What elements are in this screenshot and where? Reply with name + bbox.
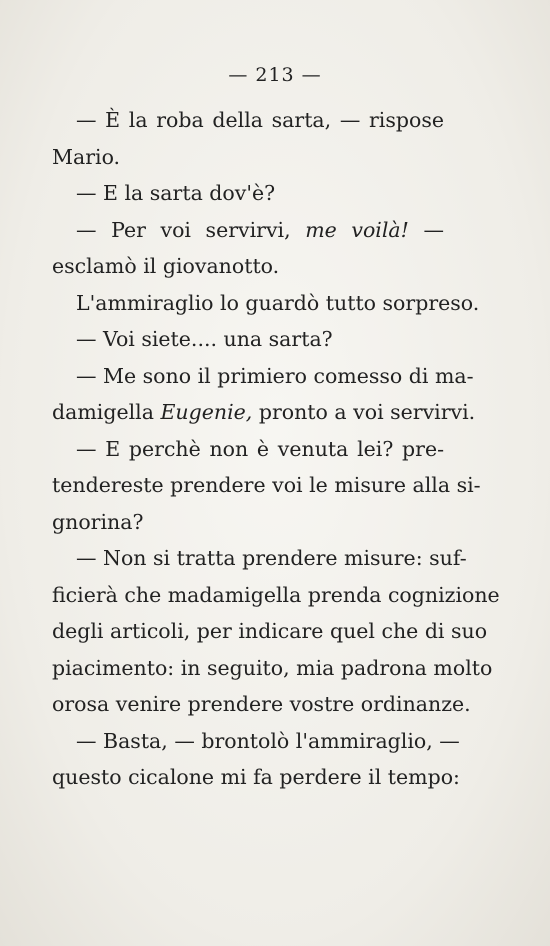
- text-line: ficierà che madamigella prenda cognizione: [52, 582, 500, 607]
- text-line: — Basta, — brontolò l'ammiraglio, —: [76, 728, 460, 753]
- text-line: tendereste prendere voi le misure alla si-: [52, 473, 481, 497]
- page-number: — 213 —: [228, 64, 322, 86]
- text-line: — Voi siete.... una sarta?: [76, 327, 333, 351]
- text-line: — Non si tratta prendere misure: suf-: [76, 546, 467, 570]
- text-line: L'ammiraglio lo guardò tutto sorpreso.: [76, 290, 480, 315]
- text-line: — E la sarta dov'è?: [76, 181, 276, 205]
- text-line: — E perchè non è venuta lei? pre-: [76, 436, 444, 461]
- text-line: piacimento: in seguito, mia padrona molto: [52, 655, 493, 680]
- italic-name: Eugenie,: [160, 400, 253, 424]
- text-line: degli articoli, per indicare quel che di suo: [52, 619, 488, 643]
- text-line: [52, 212, 444, 249]
- text-line: esclamò il giovanotto.: [52, 254, 280, 278]
- text-segment: — Per voi servirvi,: [76, 217, 291, 242]
- text-line: — È la roba della sarta, — rispose: [76, 108, 444, 132]
- text-segment: damigella: [52, 400, 154, 424]
- text-segment: —: [423, 217, 444, 242]
- text-line: gnorina?: [52, 509, 144, 534]
- text-line: Mario.: [52, 144, 121, 169]
- text-segment: pronto a voi servirvi.: [258, 400, 476, 424]
- text-line: [52, 394, 476, 431]
- italic-phrase: me voilà!: [305, 217, 409, 242]
- text-line: orosa venire prendere vostre ordinanze.: [52, 692, 471, 716]
- text-line: questo cicalone mi fa perdere il tempo:: [52, 765, 460, 789]
- body-text: [52, 102, 500, 796]
- text-line: — Me sono il primiero comesso di ma-: [76, 363, 474, 388]
